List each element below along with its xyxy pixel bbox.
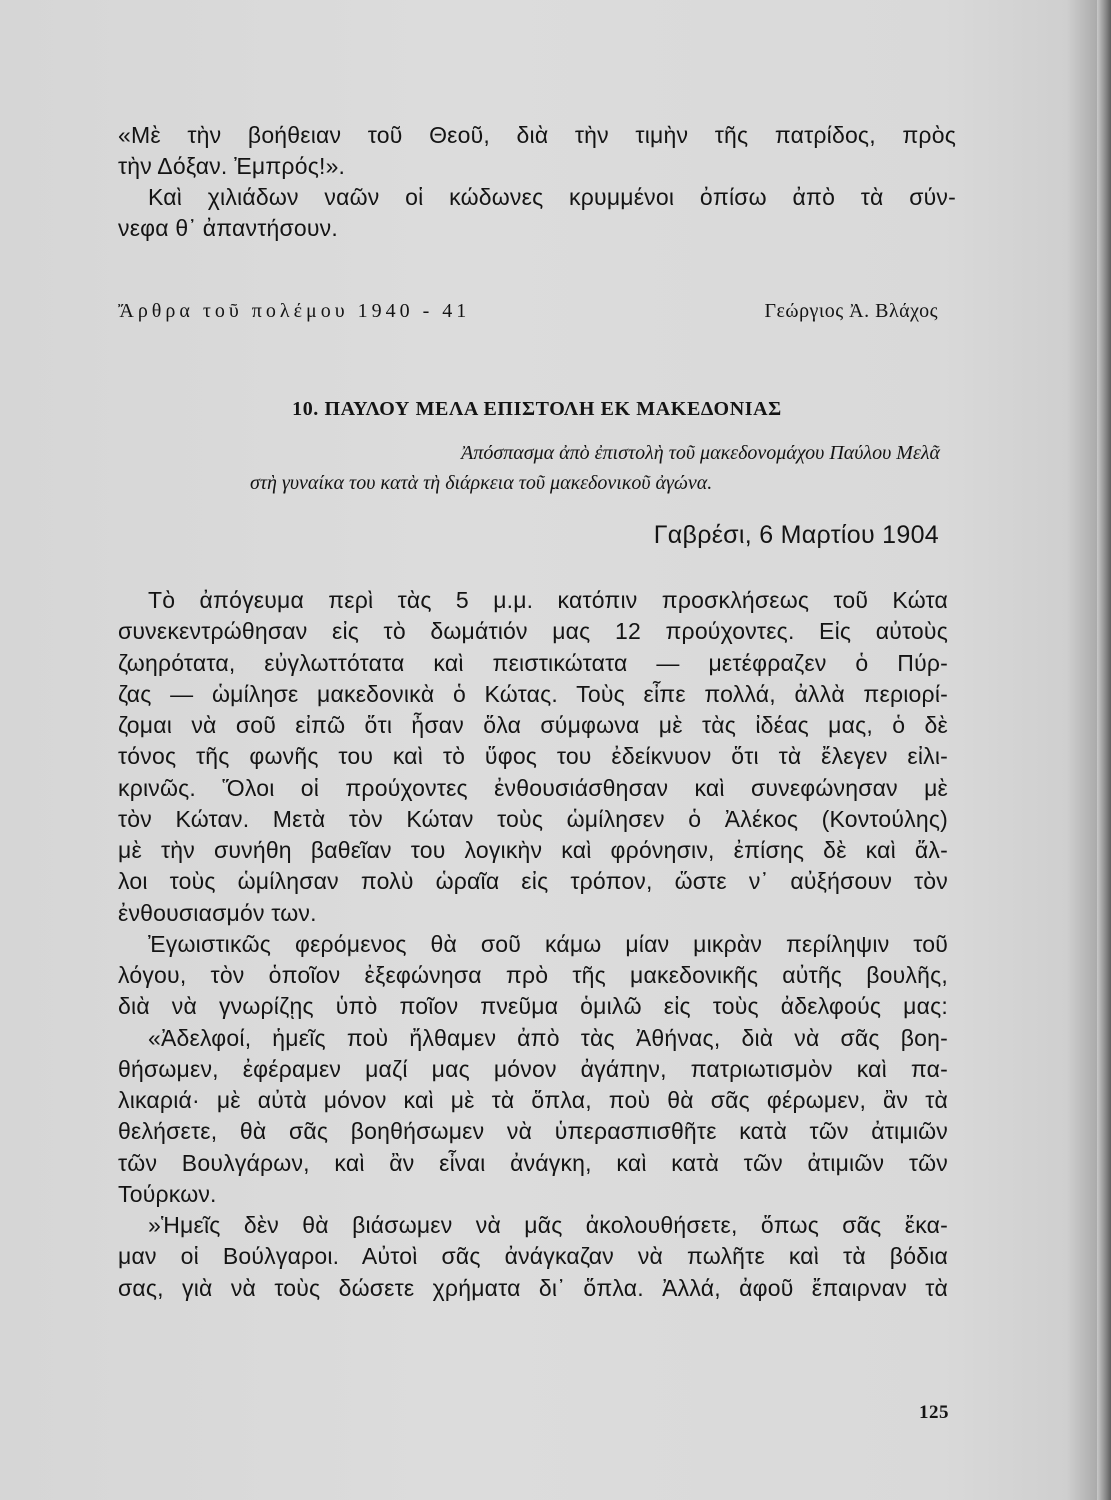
- text-line: θήσωμεν, ἐφέραμεν μαζί μας μόνον ἀγάπην, πατριωτισμὸν καὶ πα-: [118, 1055, 948, 1082]
- subtitle-line: στὴ γυναίκα του κατὰ τὴ διάρκεια τοῦ μακεδονικοῦ ἀγώνα.: [250, 472, 713, 494]
- text-line: ζωηρότατα, εὐγλωττότατα καὶ πειστικώτατα — μετέφραζεν ὁ Πύρ-: [118, 649, 948, 676]
- text-line: λόγου, τὸν ὁποῖον ἐξεφώνησα πρὸ τῆς μακεδονικῆς αὐτῆς βουλῆς,: [118, 962, 948, 988]
- letter-body: [118, 585, 948, 1304]
- text-line: τῶν Βουλγάρων, καὶ ἂν εἶναι ἀνάγκη, καὶ κατὰ τῶν ἀτιμιῶν τῶν: [118, 1149, 948, 1176]
- subtitle-line: Ἀπόσπασμα ἀπὸ ἐπιστολὴ τοῦ μακεδονομάχου Παύλου Μελᾶ: [461, 442, 940, 464]
- chapter-subtitle: [250, 438, 940, 498]
- text-line: λικαριά· μὲ αὐτὰ μόνον καὶ μὲ τὰ ὅπλα, ποὺ θὰ σᾶς φέρωμεν, ἂν τὰ: [118, 1087, 948, 1113]
- text-line: «Μὲ τὴν βοήθειαν τοῦ Θεοῦ, διὰ τὴν τιμὴν τῆς πατρίδος, πρὸς: [118, 122, 956, 148]
- text-line: »Ἡμεῖς δὲν θὰ βιάσωμεν νὰ μᾶς ἀκολουθήσετε, ὅπως σᾶς ἔκα-: [148, 1212, 948, 1238]
- text-line: μαν οἱ Βούλγαροι. Αὐτοὶ σᾶς ἀνάγκαζαν νὰ πωλῆτε καὶ τὰ βόδια: [118, 1243, 948, 1270]
- text-line: ἐνθουσιασμόν των.: [118, 899, 317, 926]
- text-line: Καὶ χιλιάδων ναῶν οἱ κώδωνες κρυμμένοι ὀπίσω ἀπὸ τὰ σύν-: [148, 184, 956, 210]
- closing-attribution: [118, 300, 938, 330]
- text-line: τὴν Δόξαν. Ἐμπρός!».: [118, 153, 346, 179]
- text-line: θελήσετε, θὰ σᾶς βοηθήσωμεν νὰ ὑπερασπισθῆτε κατὰ τῶν ἀτιμιῶν: [118, 1118, 948, 1145]
- text-line: διὰ νὰ γνωρίζῃς ὑπὸ ποῖον πνεῦμα ὁμιλῶ εἰς τοὺς ἀδελφούς μας:: [118, 993, 948, 1020]
- text-line: «Ἀδελφοί, ἡμεῖς ποὺ ἤλθαμεν ἀπὸ τὰς Ἀθήνας, διὰ νὰ σᾶς βοη-: [148, 1024, 948, 1051]
- text-line: ζας — ὡμίλησε μακεδονικὰ ὁ Κώτας. Τοὺς εἶπε πολλά, ἀλλὰ περιορί-: [118, 680, 948, 707]
- source-citation: Ἄρθρα τοῦ πολέμου 1940 - 41: [118, 300, 471, 322]
- text-line: Ἐγωιστικῶς φερόμενος θὰ σοῦ κάμω μίαν μικρὰν περίληψιν τοῦ: [148, 930, 948, 957]
- author-name: Γεώργιος Ἀ. Βλάχος: [764, 300, 938, 322]
- page-edge-shadow: [1097, 0, 1111, 1500]
- text-line: συνεκεντρώθησαν εἰς τὸ δωμάτιόν μας 12 προύχοντες. Εἰς αὐτοὺς: [118, 618, 948, 645]
- text-line: μὲ τὴν συνήθη βαθεῖαν του λογικὴν καὶ φρόνησιν, ἐπίσης δὲ καὶ ἄλ-: [118, 837, 948, 863]
- text-line: Τὸ ἀπόγευμα περὶ τὰς 5 μ.μ. κατόπιν προσκλήσεως τοῦ Κώτα: [148, 587, 948, 613]
- text-line: κρινῶς. Ὅλοι οἱ προύχοντες ἐνθουσιάσθησαν καὶ συνεφώνησαν μὲ: [118, 774, 948, 801]
- text-line: τόνος τῆς φωνῆς του καὶ τὸ ὕφος του ἐδείκνυον ὅτι τὰ ἔλεγεν εἰλι-: [118, 743, 948, 770]
- top-paragraph: [118, 120, 956, 244]
- page-number: 125: [919, 1402, 949, 1423]
- text-line: λοι τοὺς ὡμίλησαν πολὺ ὡραῖα εἰς τρόπον, ὥστε ν᾽ αὐξήσουν τὸν: [118, 868, 948, 895]
- letter-dateline: Γαβρέσι, 6 Μαρτίου 1904: [653, 521, 939, 549]
- text-line: ζομαι νὰ σοῦ εἰπῶ ὅτι ἦσαν ὅλα σύμφωνα μὲ τὰς ἰδέας μας, ὁ δὲ: [118, 712, 948, 738]
- text-line: τὸν Κώταν. Μετὰ τὸν Κώταν τοὺς ὡμίλησεν ὁ Ἀλέκος (Κοντούλης): [118, 805, 948, 832]
- text-line: Τούρκων.: [118, 1180, 217, 1207]
- text-line: σας, γιὰ νὰ τοὺς δώσετε χρήματα δι᾽ ὅπλα. Ἀλλά, ἀφοῦ ἔπαιρναν τὰ: [118, 1274, 948, 1301]
- chapter-title: 10. ΠΑΥΛΟΥ ΜΕΛΑ ΕΠΙΣΤΟΛΗ ΕΚ ΜΑΚΕΔΟΝΙΑΣ: [292, 398, 782, 420]
- text-line: νεφα θ᾽ ἀπαντήσουν.: [118, 215, 338, 241]
